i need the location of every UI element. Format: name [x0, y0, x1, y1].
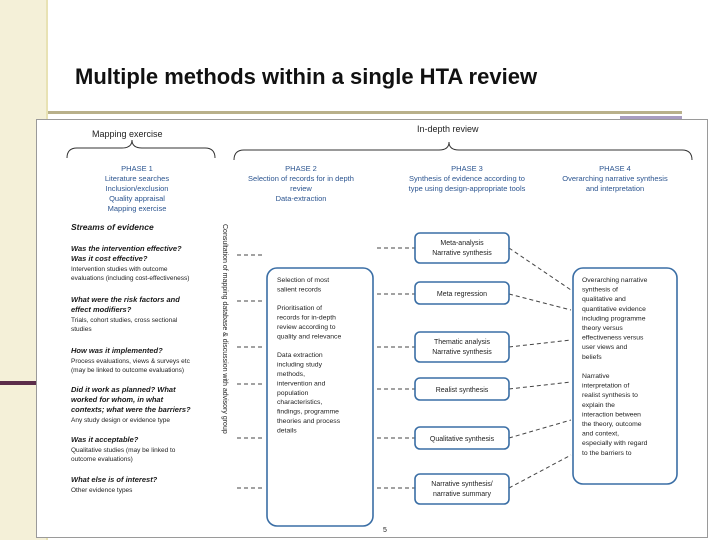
- overarching-box-text: including programme: [582, 315, 646, 323]
- phase-4-label: PHASE 4: [599, 164, 631, 173]
- selection-box-text: Data extraction: [277, 352, 323, 360]
- page-number: 5: [383, 527, 387, 534]
- phase-1-header: [105, 164, 169, 213]
- side-accent-bar: [0, 381, 36, 385]
- selection-box-text: theories and process: [277, 418, 341, 425]
- streams-column: [71, 222, 191, 494]
- title-underline: [48, 111, 682, 114]
- overarching-box-text: and context,: [582, 430, 620, 438]
- selection-box-text: methods,: [277, 371, 305, 378]
- connector: [509, 420, 571, 438]
- phase-2-line: review: [290, 184, 312, 193]
- selection-box-text: Prioritisation of: [277, 305, 322, 313]
- phase-4-line: Overarching narrative synthesis: [562, 174, 668, 183]
- phase-2-header: [248, 164, 354, 203]
- phase-4-line: and interpretation: [585, 184, 645, 193]
- selection-box-text: salient records: [277, 286, 322, 294]
- synthesis-box-text: Realist synthesis: [435, 387, 489, 394]
- thematic-analysis-box: [415, 332, 509, 362]
- stream-description: (may be linked to outcome evaluations): [71, 367, 185, 374]
- phase-1-line: Inclusion/exclusion: [105, 184, 169, 193]
- stream-question: Did it work as planned? What: [71, 385, 176, 394]
- selection-box-text: quality and relevance: [277, 333, 342, 341]
- overarching-box-text: Narrative: [582, 373, 610, 380]
- overarching-box-text: interaction between: [582, 411, 641, 419]
- in-depth-brace: [234, 142, 692, 160]
- selection-box-text: review according to: [277, 324, 336, 331]
- stream-description: outcome evaluations): [71, 456, 133, 463]
- phase-2-label: PHASE 2: [285, 164, 317, 173]
- synthesis-box-text: Narrative synthesis/: [431, 481, 493, 488]
- phase-2-line: Data-extraction: [275, 194, 327, 203]
- overarching-box-text: qualitative and: [582, 296, 626, 304]
- stream-description: Qualitative studies (may be linked to: [71, 447, 176, 454]
- diagram-canvas: [37, 120, 709, 539]
- phase-1-line: Quality appraisal: [109, 194, 165, 203]
- stream-description: Process evaluations, views & surveys etc: [71, 358, 190, 365]
- overarching-box-text: especially with regard: [582, 440, 648, 448]
- overarching-box-text: synthesis of: [582, 286, 618, 294]
- selection-box-text: findings, programme: [277, 408, 339, 416]
- stream-description: studies: [71, 326, 92, 333]
- phase-3-label: PHASE 3: [451, 164, 483, 173]
- stream-description: Other evidence types: [71, 487, 133, 494]
- phase-1-line: Mapping exercise: [107, 204, 167, 213]
- phase-4-header: [562, 164, 668, 193]
- narrative-summary-box: [415, 474, 509, 504]
- synthesis-box-text: Narrative synthesis: [432, 349, 492, 356]
- selection-box-text: details: [277, 427, 297, 435]
- phase-3-line: Synthesis of evidence according to: [409, 174, 525, 183]
- stream-question: Was it acceptable?: [71, 435, 139, 444]
- selection-box-text: population: [277, 389, 309, 397]
- synthesis-box-text: Meta regression: [436, 291, 488, 298]
- overarching-box-text: the theory, outcome: [582, 421, 642, 428]
- connector: [509, 248, 571, 290]
- selection-box: [267, 268, 373, 526]
- overarching-box-text: Overarching narrative: [582, 277, 648, 284]
- stream-question: contexts; what were the barriers?: [71, 405, 191, 414]
- stream-question: How was it implemented?: [71, 346, 163, 355]
- connector: [509, 340, 571, 347]
- overarching-box-text: to the barriers to: [582, 449, 632, 457]
- synthesis-box-text: Thematic analysis: [433, 339, 491, 346]
- synthesis-box-text: narrative summary: [433, 491, 491, 498]
- stream-description: evaluations (including cost-effectiveness): [71, 275, 190, 282]
- meta-analysis-box: [415, 233, 509, 263]
- stream-question: effect modifiers?: [71, 305, 132, 314]
- selection-box-text: including study: [277, 361, 322, 369]
- phase-1-line: Literature searches: [104, 174, 170, 183]
- selection-box-text: records for in-depth: [277, 314, 336, 322]
- stream-description: Trials, cohort studies, cross sectional: [71, 317, 178, 324]
- mapping-brace: [67, 140, 215, 158]
- connector: [509, 382, 571, 389]
- connector: [509, 455, 571, 488]
- stream-question: What were the risk factors and: [71, 295, 180, 304]
- selection-box-text: characteristics,: [277, 399, 323, 407]
- phase-2-line: Selection of records for in depth: [248, 174, 354, 183]
- overarching-box-text: effectiveness versus: [582, 334, 644, 342]
- connector: [509, 294, 571, 310]
- overarching-box-text: explain the: [582, 401, 615, 409]
- consultation-note: Consultation of mapping database & discussion with advisory group: [221, 224, 228, 434]
- phase-3-header: [409, 164, 526, 193]
- selection-box-text: Selection of most: [277, 277, 330, 284]
- stream-description: Any study design or evidence type: [71, 417, 171, 424]
- stream-question: Was it cost effective?: [71, 254, 148, 263]
- methods-diagram: [36, 119, 708, 538]
- overarching-box-text: realist synthesis to: [582, 392, 638, 400]
- overarching-box-text: quantitative evidence: [582, 305, 646, 313]
- stream-description: Intervention studies with outcome: [71, 266, 168, 273]
- slide-title: Multiple methods within a single HTA review: [75, 64, 538, 89]
- synthesis-box-text: Meta-analysis: [440, 240, 484, 247]
- stream-question: What else is of interest?: [71, 475, 158, 484]
- synthesis-box-text: Qualitative synthesis: [429, 436, 495, 443]
- in-depth-review-label: In-depth review: [417, 124, 479, 134]
- phase-1-label: PHASE 1: [121, 164, 153, 173]
- stream-question: worked for whom, in what: [71, 395, 164, 404]
- overarching-box-text: beliefs: [582, 353, 602, 361]
- overarching-box-text: interpretation of: [582, 382, 630, 390]
- stream-question: Was the intervention effective?: [71, 244, 182, 253]
- streams-header: Streams of evidence: [71, 222, 154, 232]
- synthesis-boxes: [415, 233, 509, 504]
- mapping-exercise-label: Mapping exercise: [92, 129, 163, 139]
- synthesis-box-text: Narrative synthesis: [432, 250, 492, 257]
- selection-box-text: intervention and: [277, 380, 326, 388]
- phase-3-line: type using design-appropriate tools: [408, 184, 526, 193]
- overarching-box-text: user views and: [582, 344, 628, 352]
- overarching-box: [573, 268, 677, 484]
- overarching-box-text: theory versus: [582, 325, 623, 332]
